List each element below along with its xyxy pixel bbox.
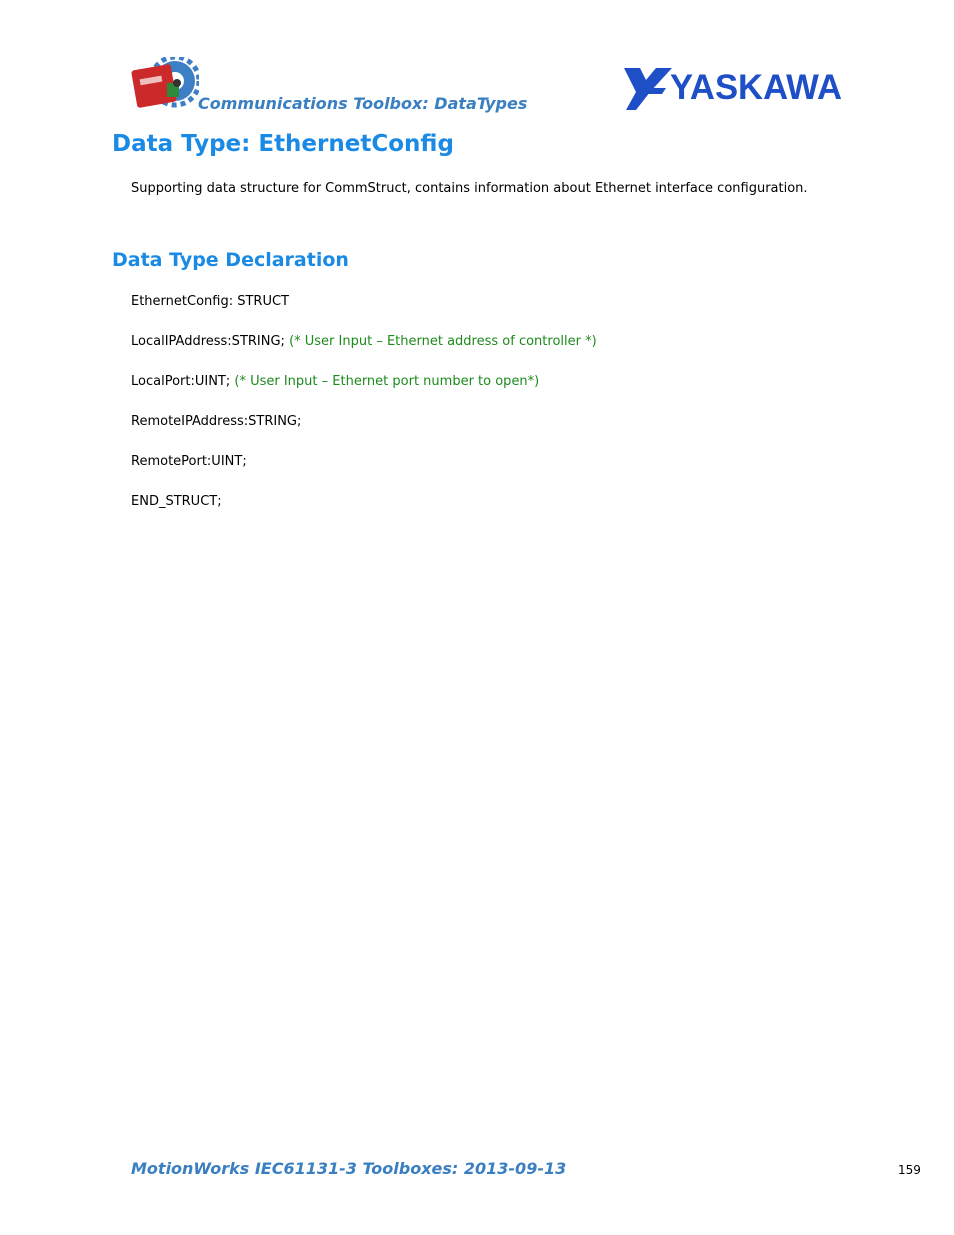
declaration-line: [131, 414, 597, 454]
header-title: Communications Toolbox: DataTypes: [198, 94, 528, 113]
code-comment: (* User Input – Ethernet port number to open*): [234, 374, 540, 389]
code-text: END_STRUCT;: [131, 494, 222, 509]
code-text: RemoteIPAddress:STRING;: [131, 414, 302, 429]
page-title: Data Type: EthernetConfig: [112, 131, 454, 157]
intro-paragraph: Supporting data structure for CommStruct, contains information about Ethernet interface configuration.: [131, 181, 808, 196]
code-text: LocalIPAddress:STRING;: [131, 334, 290, 349]
brand-text: YASKAWA: [670, 68, 842, 107]
footer-title: MotionWorks IEC61131-3 Toolboxes: 2013-09-13: [131, 1159, 567, 1178]
yaskawa-logo-icon: [622, 66, 844, 112]
declaration-line: [131, 494, 597, 534]
code-text: EthernetConfig: STRUCT: [131, 294, 289, 309]
code-text: RemotePort:UINT;: [131, 454, 247, 469]
page-number: 159: [898, 1163, 921, 1177]
declaration-line: [131, 334, 597, 374]
declaration-block: [131, 294, 597, 534]
code-text: LocalPort:UINT;: [131, 374, 235, 389]
declaration-line: [131, 294, 597, 334]
toolbox-logo-icon: [129, 57, 199, 113]
code-comment: (* User Input – Ethernet address of controller *): [289, 334, 597, 349]
declaration-line: [131, 374, 597, 414]
section-title: Data Type Declaration: [112, 249, 349, 271]
declaration-line: [131, 454, 597, 494]
